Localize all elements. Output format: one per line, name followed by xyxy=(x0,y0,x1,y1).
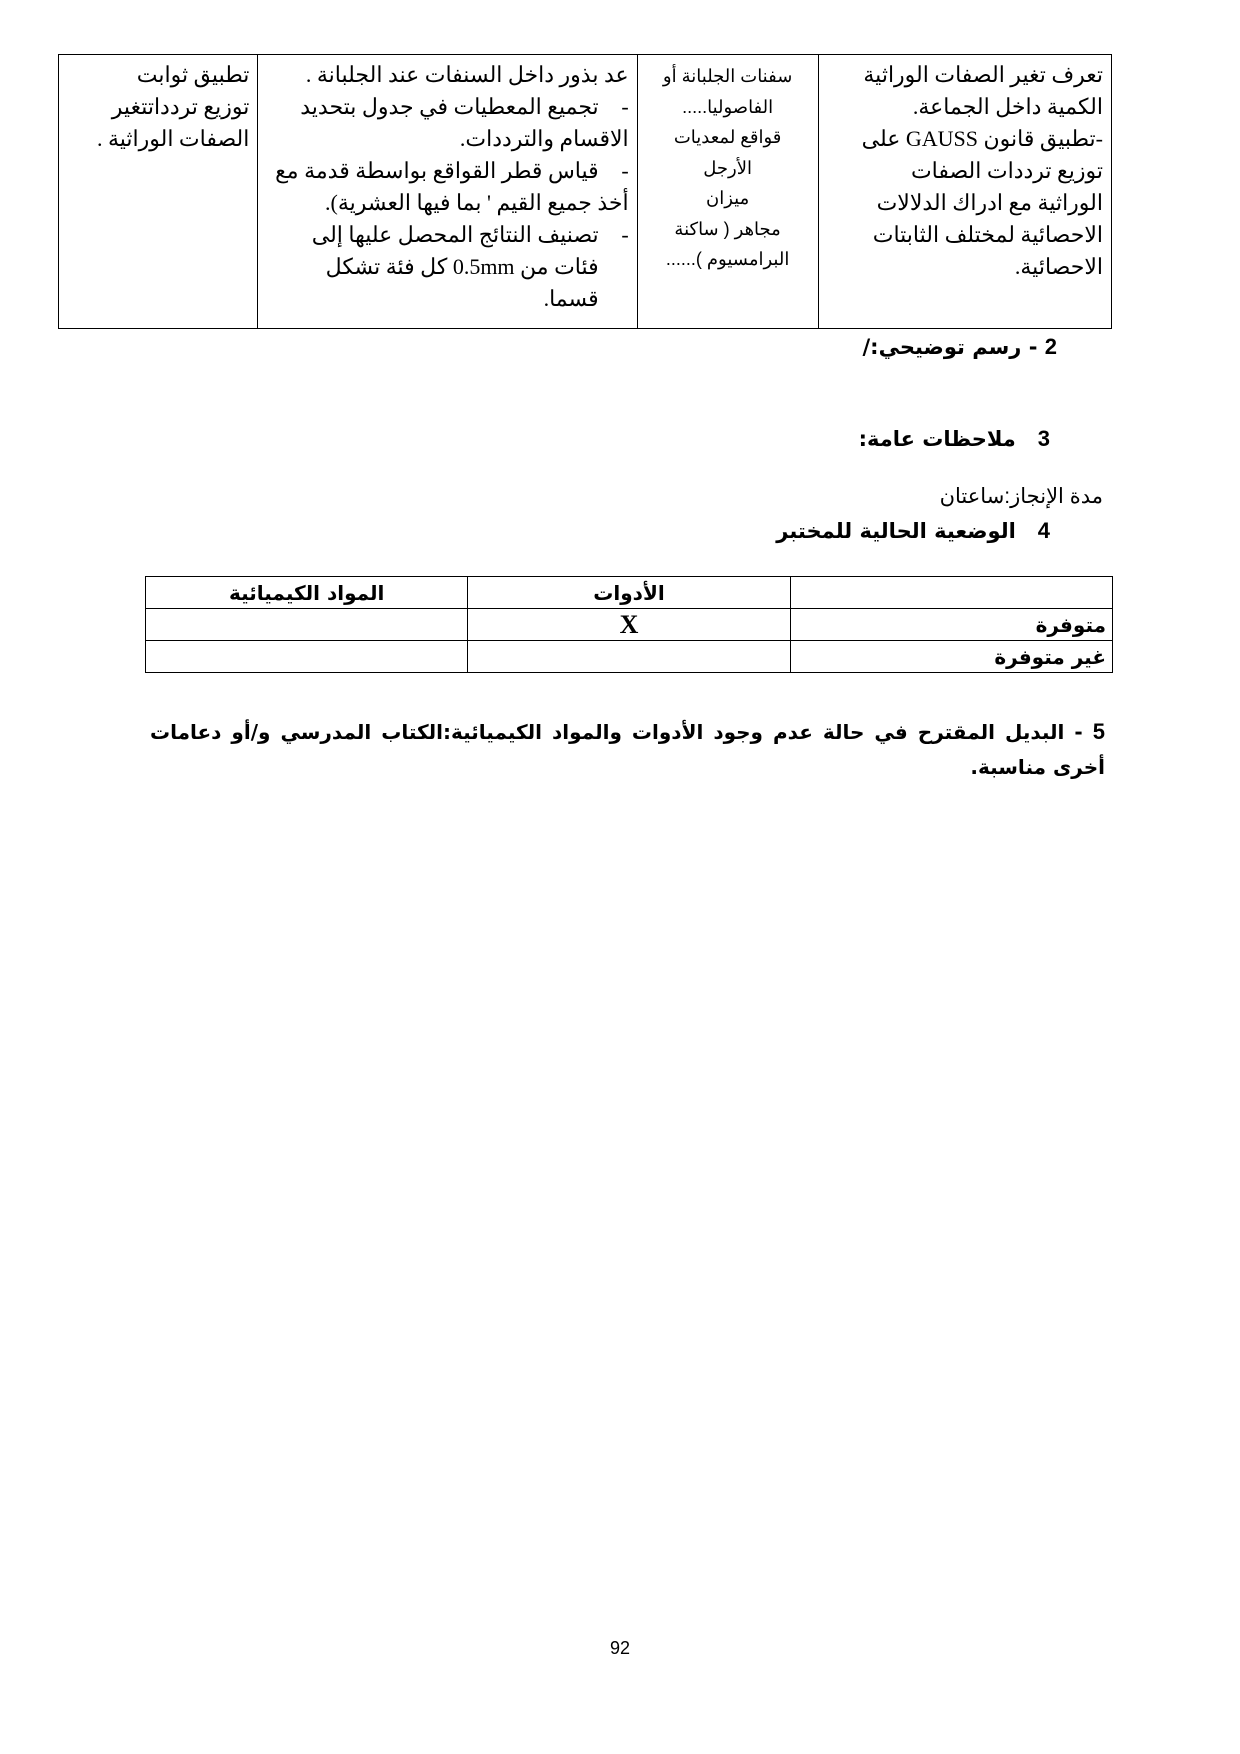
procedure-step-continuation: الاقسام والترددات. xyxy=(459,126,629,151)
bullet-dash: - xyxy=(621,94,629,119)
table-header-row xyxy=(146,577,1113,609)
table-row xyxy=(146,641,1113,673)
section-title: - رسم توضيحي:/ xyxy=(862,335,1038,359)
procedure-step-text: قياس قطر القواقع بواسطة قدمة مع xyxy=(275,158,599,183)
section-title: الوضعية الحالية للمختبر xyxy=(776,519,1016,543)
chemicals-available-cell xyxy=(146,609,468,641)
material-line: الفاصوليا..... xyxy=(682,96,774,117)
procedure-step-text: تصنيف النتائج المحصل عليها إلى xyxy=(311,222,599,247)
section-5-text: - البديل المقترح في حالة عدم وجود الأدوات والمواد الكيميائية:الكتاب المدرسي و/أو دعامات أخرى مناسبة. xyxy=(150,720,1105,779)
application-line: توزيع تردداتتغير xyxy=(111,94,250,119)
objective-line: الاحصائية لمختلف الثابتات xyxy=(872,222,1103,247)
objective-line: -تطبيق قانون GAUSS على xyxy=(861,126,1103,151)
activity-table xyxy=(58,54,1112,329)
bullet-dash: - xyxy=(621,222,629,247)
tools-available-mark: X xyxy=(468,609,790,641)
material-line: سفنات الجلبانة أو xyxy=(662,66,793,86)
bullet-dash: - xyxy=(621,158,629,183)
objective-line: الاحصائية. xyxy=(1014,254,1103,279)
procedure-step xyxy=(266,155,628,187)
procedure-step-text: تجميع المعطيات في جدول بتحديد xyxy=(300,94,599,119)
objectives-cell xyxy=(818,55,1111,329)
objective-line: توزيع ترددات الصفات xyxy=(910,158,1103,183)
material-line: ميزان xyxy=(706,188,750,208)
application-cell xyxy=(59,55,258,329)
section-4-heading xyxy=(776,518,1050,544)
section-2-heading xyxy=(863,334,1057,360)
objective-line: الكمية داخل الجماعة. xyxy=(912,94,1103,119)
row-label-unavailable: غير متوفرة xyxy=(790,641,1112,673)
procedure-intro: عد بذور داخل السنفات عند الجلبانة . xyxy=(305,62,629,87)
material-line: الأرجل xyxy=(703,157,752,178)
material-line: البرامسيوم )...... xyxy=(665,249,790,269)
procedure-step-continuation: أخذ جميع القيم ' بما فيها العشرية). xyxy=(325,190,629,215)
page-number: 92 xyxy=(609,1638,631,1658)
lab-status-table xyxy=(145,576,1113,673)
procedure-step xyxy=(266,219,628,251)
procedure-step-continuation: فئات من 0.5mm كل فئة تشكل xyxy=(325,254,599,279)
tools-unavailable-cell xyxy=(468,641,790,673)
table-row xyxy=(59,55,1112,329)
header-empty xyxy=(790,577,1112,609)
materials-cell xyxy=(637,55,818,329)
material-line: مجاهر ( ساكنة xyxy=(674,218,781,239)
procedure-step xyxy=(266,91,628,123)
duration-text: مدة الإنجاز:ساعتان xyxy=(939,485,1103,508)
section-number: 5 xyxy=(1092,719,1105,744)
header-tools: الأدوات xyxy=(468,577,790,609)
section-number: 2 xyxy=(1044,334,1057,359)
section-number: 3 xyxy=(1037,426,1050,451)
section-5-paragraph xyxy=(150,714,1105,785)
section-number: 4 xyxy=(1037,518,1050,543)
header-chemicals: المواد الكيميائية xyxy=(146,577,468,609)
objective-line: الوراثية مع ادراك الدلالات xyxy=(876,190,1103,215)
row-label-available: متوفرة xyxy=(790,609,1112,641)
objective-line: تعرف تغير الصفات الوراثية xyxy=(863,62,1103,87)
procedure-step-continuation: قسما. xyxy=(543,286,599,311)
material-line: قواقع لمعديات xyxy=(673,127,782,147)
application-line: الصفات الوراثية . xyxy=(96,126,250,151)
procedure-cell xyxy=(258,55,637,329)
application-line: تطبيق ثوابت xyxy=(136,62,250,87)
section-3-heading xyxy=(859,426,1050,452)
table-row xyxy=(146,609,1113,641)
chemicals-unavailable-cell xyxy=(146,641,468,673)
section-title: ملاحظات عامة: xyxy=(858,427,1016,451)
